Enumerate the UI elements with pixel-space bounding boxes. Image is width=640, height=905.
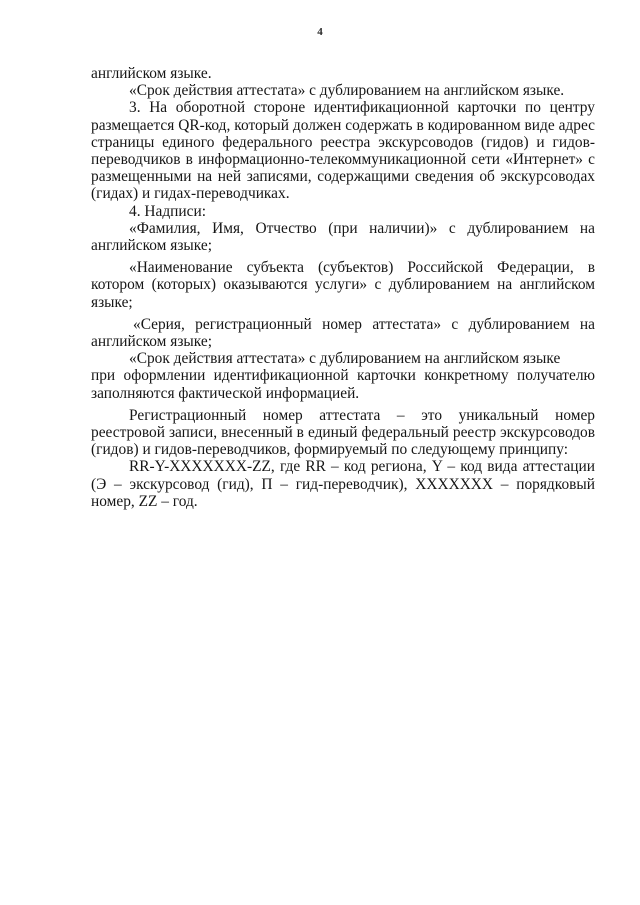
page-number: 4 <box>317 26 323 38</box>
paragraph-item-3-qr-code: 3. На оборотной стороне идентификационной карточки по центру размещается QR-код, который должен содержать в кодированном виде адрес страницы единого федерального реестра экскурсоводов (гидов) и гидов-переводчиков в информационно-телекоммуникационной сети «Интернет» с размещенными на ней записями, содержащими сведения об экскурсоводах (гидах) и гидах-переводчиках. <box>91 99 595 203</box>
paragraph-validity-inscription: «Срок действия аттестата» с дублированием на английском языке <box>129 350 561 368</box>
paragraph-registration-number-definition: Регистрационный номер аттестата – это уникальный номер реестровой записи, внесенный в единый федеральный реестр экскурсоводов (гидов) и гидов-переводчиков, формируемый по следующему принципу: <box>91 406 595 459</box>
paragraph-validity-label: «Срок действия аттестата» с дублированием на английском языке. <box>129 82 565 100</box>
paragraph-item-4-inscriptions: 4. Надписи: <box>129 202 206 220</box>
paragraph-registration-number-format: RR-Y-XXXXXXX-ZZ, где RR – код региона, Y – код вида аттестации (Э – экскурсовод (гид), П – гид-переводчик), XXXXXXX – порядковый номер, ZZ – год. <box>91 458 595 510</box>
paragraph-region-inscription: «Наименование субъекта (субъектов) Российской Федерации, в котором (которых) оказываются услуги» с дублированием на английском языке; <box>91 259 595 311</box>
paragraph-fill-instruction: при оформлении идентификационной карточки конкретному получателю заполняются фактической информацией. <box>91 367 595 402</box>
paragraph-continuation: английском языке. <box>91 65 212 82</box>
document-body <box>91 65 595 510</box>
paragraph-series-inscription: «Серия, регистрационный номер аттестата» с дублированием на английском языке; <box>91 315 595 351</box>
paragraph-name-inscription: «Фамилия, Имя, Отчество (при наличии)» с дублированием на английском языке; <box>91 219 595 255</box>
